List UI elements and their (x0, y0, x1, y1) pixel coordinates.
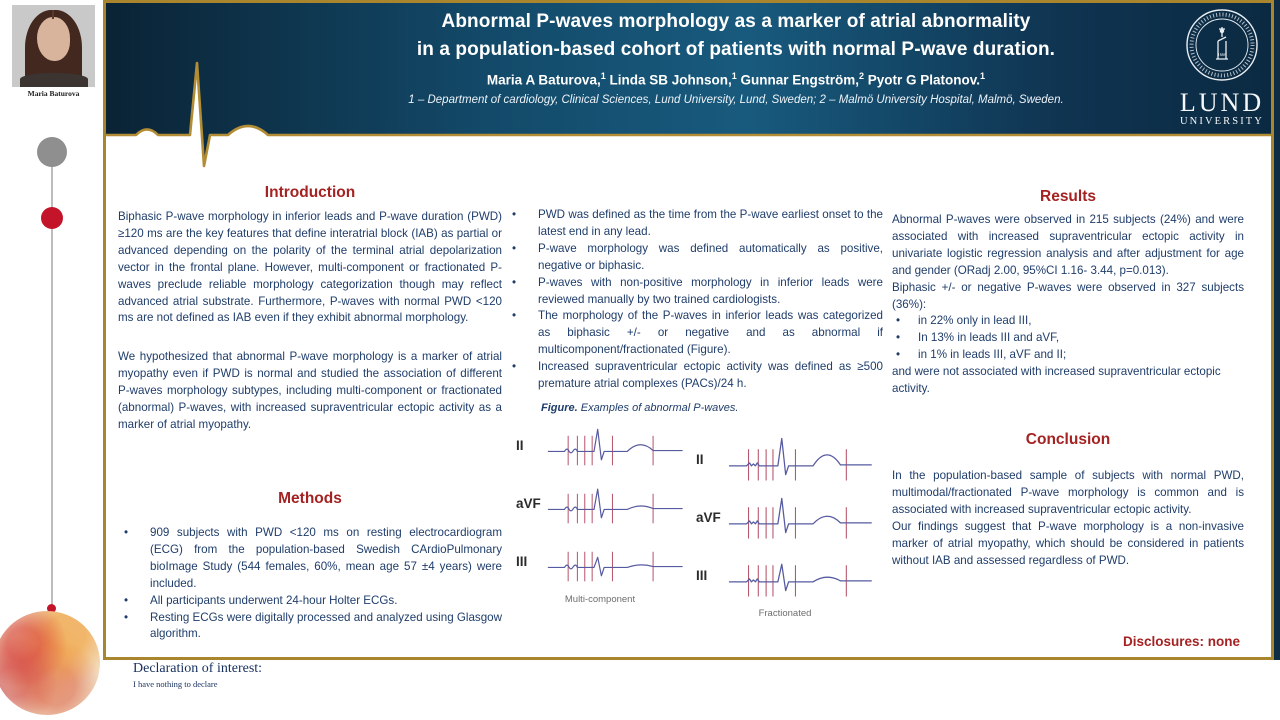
ecg-group-caption: Multi-component (564, 594, 636, 605)
ecg-lead-label: II (516, 437, 524, 453)
bullet-item (118, 593, 502, 610)
photo-hair-part (52, 10, 54, 19)
bullet-dot: • (512, 360, 517, 374)
photo-face-shape (37, 17, 70, 61)
definitions-bullet-list (506, 207, 883, 393)
bullet-text: in 22% only in lead III, (918, 314, 1032, 328)
author-photo (12, 5, 95, 87)
ecg-lead-label: III (516, 553, 528, 569)
methods-heading: Methods (278, 490, 342, 507)
disclosures-note: Disclosures: none (1122, 634, 1240, 649)
ecg-lead-label: III (696, 567, 708, 583)
figure-caption (541, 402, 881, 414)
bullet-text: P-wave morphology was defined automatically as positive, negative or biphasic. (538, 241, 883, 272)
bullet-item (506, 207, 883, 241)
bullet-dot: • (896, 348, 901, 362)
results-paragraph-3: and were not associated with increased supraventricular ectopic activity. (892, 365, 1221, 396)
bullet-text: In 13% in leads III and aVF, (918, 331, 1060, 345)
author-affiliation-mark: 1 (600, 71, 606, 81)
bullet-text: Increased supraventricular ectopic activity was defined as ≥500 premature atrial complexes (PACs)/24 h. (538, 360, 883, 391)
authors-line (391, 71, 1081, 88)
bullet-dot: • (512, 309, 517, 323)
lund-university-logo (1174, 7, 1270, 128)
conclusion-paragraph-1: In the population-based sample of subjects with normal PWD, multimodal/fractionated P-wave morphology is common and is associated with increased supraventricular ectopic activity. (892, 469, 1244, 516)
conclusion-body (892, 468, 1244, 569)
introduction-paragraph-1: Biphasic P-wave morphology in inferior leads and P-wave duration (PWD) ≥120 ms are the key features that define interatrial block (IAB) as partial or advanced depending on the polarity of the terminal atrial depolarization vector in the frontal plane. However, multi-component or fractionated P-waves preclude reliable morphology categorization though may reflect advanced atrial substrate. Furthermore, P-waves with normal PWD <120 ms are not defined as IAB even if they exhibit abnormal morphology. (118, 210, 502, 325)
bullet-text: The morphology of the P-waves in inferior leads was categorized as biphasic +/- or negative and as abnormal if multicomponent/fractionated (Figure). (538, 309, 883, 357)
marbled-sphere-decoration (0, 611, 100, 715)
results-paragraph-1: Abnormal P-waves were observed in 215 subjects (24%) and were associated with increased supraventricular ectopic activity in univariate logistic regression analysis and after adjustment for age and gender (ORadj 2.00, 95%CI 1.16- 3.44, p=0.013). (892, 213, 1244, 277)
bullet-item (892, 347, 1244, 364)
bullet-dot: • (512, 275, 517, 289)
ecg-row-iii (516, 532, 684, 590)
bullet-dot: • (512, 208, 517, 221)
ecg-trace-multi-ii (546, 419, 684, 471)
bullet-item (118, 610, 502, 644)
figure-caption-label: Figure. (541, 402, 578, 414)
author-name: Linda SB Johnson, (605, 72, 732, 88)
header-text-block (391, 8, 1081, 106)
bullet-text: 909 subjects with PWD <120 ms on resting electrocardiogram (ECG) from the population-based Swedish CArdioPulmonary bioImage Study (544 females, 60%, mean age 57 ±4 years) were included. (150, 526, 502, 590)
ecg-row-ii (696, 430, 874, 488)
lund-university-seal-icon (1183, 7, 1261, 83)
bullet-item (892, 330, 1244, 347)
bullet-text: Resting ECGs were digitally processed and analyzed using Glasgow algorithm. (150, 610, 502, 641)
bullet-dot: • (896, 314, 901, 328)
ecg-row-avf (516, 474, 684, 532)
author-affiliation-mark: 1 (980, 71, 986, 81)
figure-fractionated-group (696, 430, 874, 619)
declaration-title: Declaration of interest: (133, 661, 263, 676)
introduction-heading: Introduction (264, 184, 356, 201)
bullet-item (892, 313, 1244, 330)
ecg-row-avf (696, 488, 874, 546)
ecg-lead-label: II (696, 451, 704, 467)
results-body (892, 212, 1244, 398)
results-bullet-list (892, 313, 1244, 364)
bullet-text: PWD was defined as the time from the P-wave earliest onset to the latest end in any lead. (538, 208, 883, 238)
red-circle-marker-icon (41, 207, 63, 229)
methods-bullet-list (118, 525, 502, 643)
gray-circle-marker-icon (37, 137, 67, 167)
conclusion-heading: Conclusion (1025, 431, 1111, 448)
figure-multicomponent-group (516, 416, 684, 605)
ecg-group-caption: Fractionated (758, 608, 812, 619)
ecg-lead-label: aVF (516, 495, 541, 511)
ecg-row-iii (696, 546, 874, 604)
introduction-paragraph-2: We hypothesized that abnormal P-wave morphology is a marker of atrial myopathy even if PWD is normal and studied the association of different P-waves morphology subtypes, including multi-component or fractionated (abnormal) P-waves, with increased supraventricular ectopic activity as a marker of atrial myopathy. (118, 350, 502, 431)
bullet-item (506, 275, 883, 309)
ecg-lead-label: aVF (696, 509, 721, 525)
declaration-body: I have nothing to declare (133, 679, 218, 689)
ecg-trace-fract-avf (727, 491, 874, 543)
results-paragraph-2: Biphasic +/- or negative P-waves were observed in 327 subjects (36%): (892, 280, 1244, 311)
bullet-text: in 1% in leads III, aVF and II; (918, 348, 1067, 362)
bullet-item (118, 525, 502, 593)
author-name: Maria A Baturova, (486, 72, 601, 88)
poster-title-line1: Abnormal P-waves morphology as a marker of atrial abnormality (441, 11, 1031, 32)
affiliation-line: 1 – Department of cardiology, Clinical Sciences, Lund University, Lund, Sweden; 2 – Malmö University Hospital, Malmö, Sweden. (408, 93, 1064, 106)
results-heading: Results (1040, 188, 1096, 205)
poster-title-line2: in a population-based cohort of patients with normal P-wave duration. (416, 39, 1056, 60)
svg-text:1666: 1666 (1217, 52, 1227, 57)
ecg-row-ii (516, 416, 684, 474)
bullet-item (506, 241, 883, 275)
bullet-item (506, 359, 883, 393)
declaration-block (133, 661, 262, 689)
logo-wordmark-lund: LUND (1179, 88, 1265, 117)
author-affiliation-mark: 2 (859, 71, 865, 81)
poster-right-navy-strip (1274, 0, 1280, 660)
logo-wordmark-university: UNIVERSITY (1180, 116, 1264, 127)
author-photo-name: Maria Baturova (27, 89, 80, 98)
conclusion-paragraph-2: Our findings suggest that P-wave morphology is a non-invasive marker of atrial myopathy, which should be considered in patients without IAB and assessed regardless of PWD. (892, 519, 1244, 567)
bullet-text: P-waves with non-positive morphology in inferior leads were reviewed manually by two trained cardiologists. (538, 275, 883, 306)
bullet-dot: • (124, 610, 129, 624)
ecg-trace-fract-iii (727, 549, 874, 601)
bullet-text: All participants underwent 24-hour Holter ECGs. (150, 593, 398, 607)
ecg-trace-multi-iii (546, 535, 684, 587)
bullet-dot: • (512, 241, 517, 255)
author-affiliation-mark: 1 (731, 71, 737, 81)
ecg-trace-fract-ii (727, 433, 874, 485)
bullet-item (506, 308, 883, 359)
ecg-trace-multi-avf (546, 477, 684, 529)
figure-caption-text: Examples of abnormal P-waves. (577, 402, 739, 414)
photo-shoulders-shape (20, 73, 88, 87)
bullet-dot: • (896, 331, 901, 345)
bullet-dot: • (124, 526, 129, 539)
author-name: Pyotr G Platonov. (864, 72, 981, 88)
bullet-dot: • (124, 593, 129, 607)
author-name: Gunnar Engström, (736, 72, 860, 88)
